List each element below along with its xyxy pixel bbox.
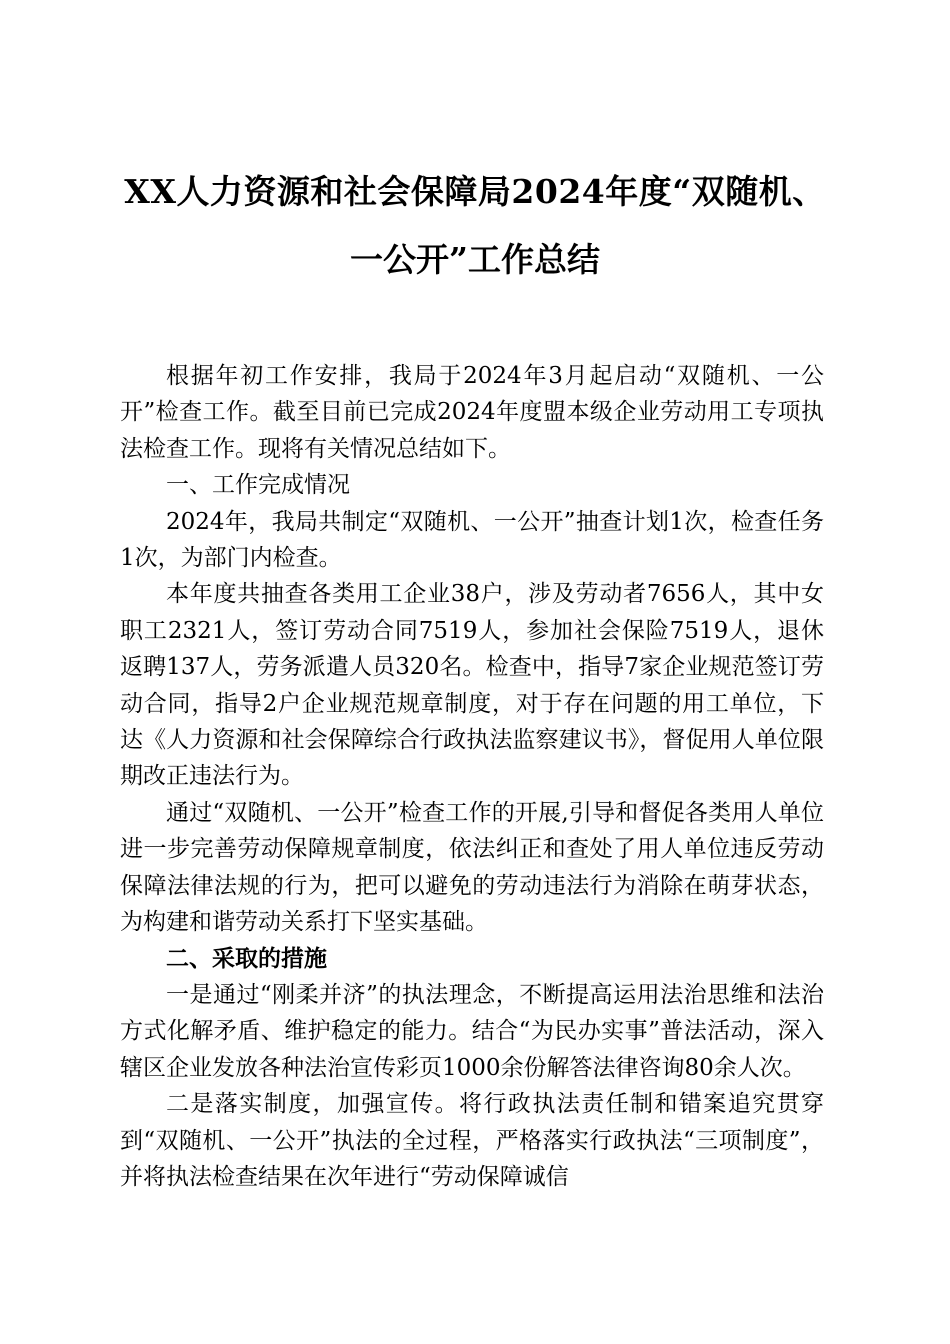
paragraph-measure-two: 二是落实制度，加强宣传。将行政执法责任制和错案追究贯穿到“双随机、一公开”执法的全过程，严格落实行政执法“三项制度”，并将执法检查结果在次年进行“劳动保障诚信 — [120, 1091, 824, 1190]
paragraph-inspection-effects: 通过“双随机、一公开”检查工作的开展,引导和督促各类用人单位进一步完善劳动保障规章制度，依法纠正和查处了用人单位违反劳动保障法律法规的行为，把可以避免的劳动违法行为消除在萌芽状态，为构建和谐劳动关系打下坚实基础。 — [120, 799, 824, 936]
paragraph-measure-one: 一是通过“刚柔并济”的执法理念，不断提高运用法治思维和法治方式化解矛盾、维护稳定的能力。结合“为民办实事”普法活动，深入辖区企业发放各种法治宣传彩页1000余份解答法律咨询80余人次。 — [120, 981, 824, 1081]
document-title-line-1: XX人力资源和社会保障局2024年度“双随机、 — [124, 172, 826, 211]
document-body — [120, 358, 824, 1195]
section-heading-work-completion: 一、工作完成情况 — [166, 472, 350, 499]
paragraph-inspection-statistics: 本年度共抽查各类用工企业38户，涉及劳动者7656人，其中女职工2321人，签订劳动合同7519人，参加社会保险7519人，退休返聘137人，劳务派遣人员320名。检查中，指导7家企业规范签订劳动合同，指导2户企业规范规章制度，对于存在问题的用工单位，下达《人力资源和社会保障综合行政执法监察建议书》，督促用人单位限期改正违法行为。 — [120, 581, 824, 790]
document-title-line-2: 一公开”工作总结 — [350, 240, 600, 279]
paragraph-inspection-plan: 2024年，我局共制定“双随机、一公开”抽查计划1次，检查任务1次，为部门内检查。 — [120, 508, 824, 572]
section-heading-measures: 二、采取的措施 — [166, 944, 327, 972]
intro-paragraph: 根据年初工作安排，我局于2024年3月起启动“双随机、一公开”检查工作。截至目前已完成2024年度盟本级企业劳动用工专项执法检查工作。现将有关情况总结如下。 — [120, 363, 824, 462]
